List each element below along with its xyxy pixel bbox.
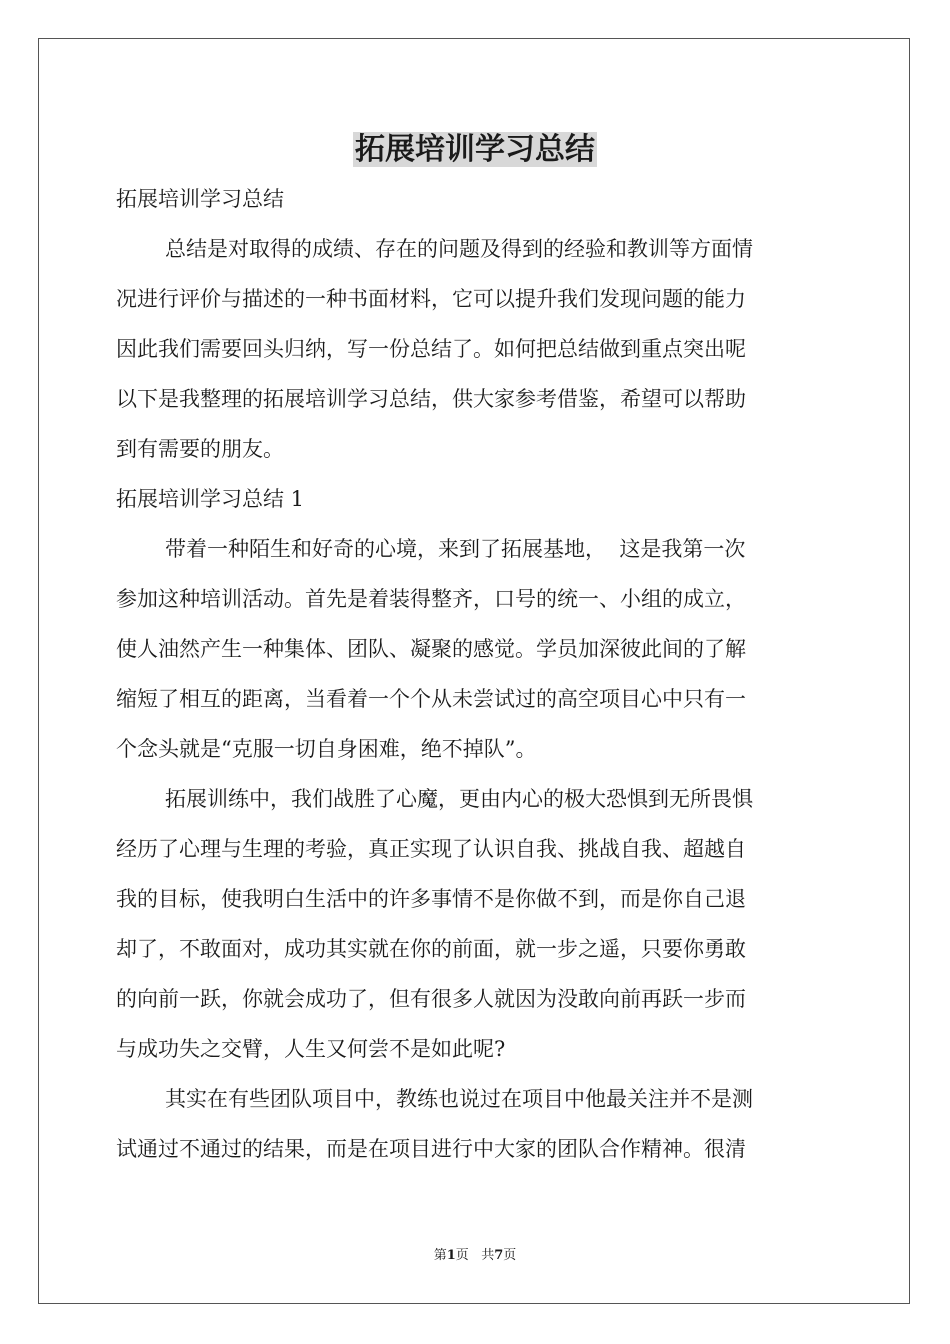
paragraph-line: 缩短了相互的距离，当看着一个个从未尝试过的高空项目心中只有一 bbox=[116, 687, 746, 711]
total-prefix: 共 bbox=[481, 1248, 495, 1263]
paragraph-line: 参加这种培训活动。首先是着装得整齐，口号的统一、小组的成立， bbox=[116, 587, 746, 611]
page-footer bbox=[0, 1246, 950, 1266]
page-total: 7 bbox=[494, 1248, 504, 1263]
document-title-text: 拓展培训学习总结 bbox=[355, 132, 595, 167]
paragraph-line: 个念头就是“克服一切自身困难，绝不掉队”。 bbox=[116, 737, 537, 761]
paragraph-3 bbox=[116, 1074, 834, 1174]
document-subtitle: 拓展培训学习总结 bbox=[116, 187, 284, 211]
total-suffix: 页 bbox=[503, 1248, 517, 1263]
paragraph-line: 经历了心理与生理的考验，真正实现了认识自我、挑战自我、超越自 bbox=[116, 837, 746, 861]
paragraph-line: 带着一种陌生和好奇的心境，来到了拓展基地， 这是我第一次 bbox=[165, 537, 746, 561]
page-suffix: 页 bbox=[455, 1248, 469, 1263]
paragraph-line: 试通过不通过的结果，而是在项目进行中大家的团队合作精神。很清 bbox=[116, 1137, 746, 1161]
paragraph-line: 以下是我整理的拓展培训学习总结，供大家参考借鉴，希望可以帮助 bbox=[116, 387, 746, 411]
page-number: 1 bbox=[446, 1248, 456, 1263]
paragraph-line: 与成功失之交臂，人生又何尝不是如此呢? bbox=[116, 1037, 506, 1061]
paragraph-line: 使人油然产生一种集体、团队、凝聚的感觉。学员加深彼此间的了解 bbox=[116, 637, 746, 661]
document-title bbox=[0, 128, 950, 172]
paragraph-2 bbox=[116, 774, 834, 1074]
paragraph-line: 到有需要的朋友。 bbox=[116, 437, 284, 461]
paragraph-line: 其实在有些团队项目中，教练也说过在项目中他最关注并不是测 bbox=[165, 1087, 753, 1111]
page-prefix: 第 bbox=[433, 1248, 447, 1263]
paragraph-line: 我的目标，使我明白生活中的许多事情不是你做不到，而是你自己退 bbox=[116, 887, 746, 911]
paragraph-line: 拓展训练中，我们战胜了心魔，更由内心的极大恐惧到无所畏惧 bbox=[165, 787, 753, 811]
paragraph-line: 却了，不敢面对，成功其实就在你的前面，就一步之遥，只要你勇敢 bbox=[116, 937, 746, 961]
paragraph-line: 总结是对取得的成绩、存在的问题及得到的经验和教训等方面情 bbox=[165, 237, 753, 261]
section-heading-1: 拓展培训学习总结 1 bbox=[116, 487, 305, 511]
paragraph-line: 因此我们需要回头归纳，写一份总结了。如何把总结做到重点突出呢 bbox=[116, 337, 746, 361]
paragraph-intro bbox=[116, 224, 834, 474]
paragraph-line: 况进行评价与描述的一种书面材料，它可以提升我们发现问题的能力 bbox=[116, 287, 746, 311]
document-body bbox=[116, 174, 834, 1174]
paragraph-line: 的向前一跃，你就会成功了，但有很多人就因为没敢向前再跃一步而 bbox=[116, 987, 746, 1011]
paragraph-1 bbox=[116, 524, 834, 774]
